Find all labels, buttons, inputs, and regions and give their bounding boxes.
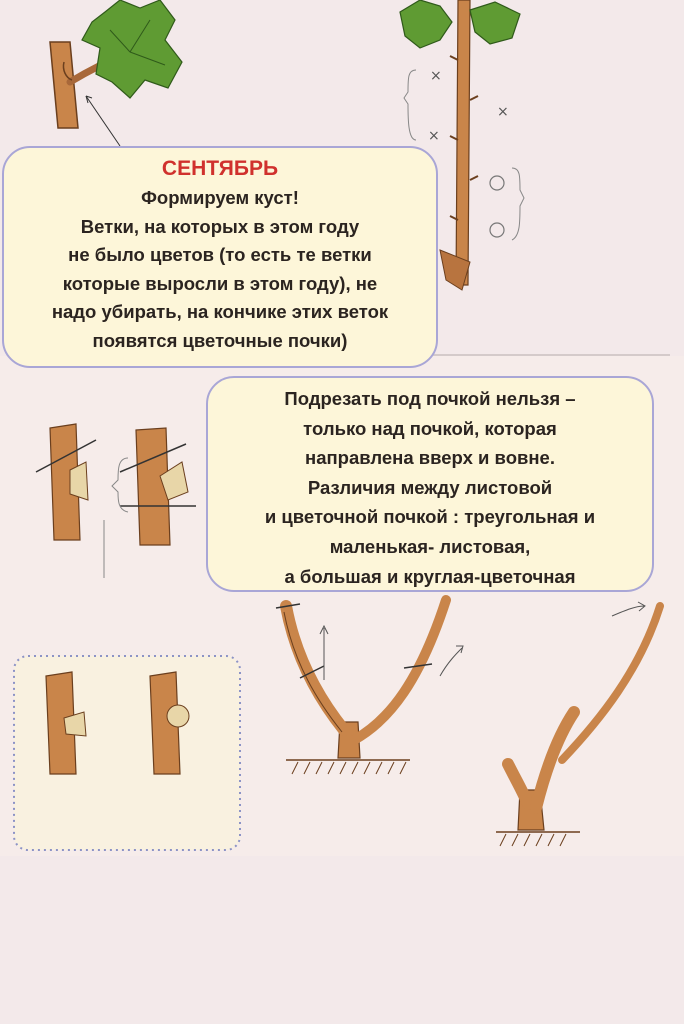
pruning-line: только над почкой, которая xyxy=(303,417,557,439)
september-line: надо убирать, на кончике этих веток xyxy=(51,301,389,322)
pruning-line: Различия между листовой xyxy=(307,476,553,498)
september-line: появятся цветочные почки) xyxy=(92,329,348,351)
pruning-line: а большая и круглая-цветочная xyxy=(284,565,576,587)
svg-text:×: × xyxy=(428,128,440,144)
september-title: СЕНТЯБРЬ xyxy=(161,157,279,180)
dotted-inset-bud-comparison xyxy=(14,656,240,850)
pruning-line: Подрезать под почкой нельзя – xyxy=(284,388,576,409)
september-callout xyxy=(2,146,438,368)
september-line: которые выросли в этом году), не xyxy=(62,272,378,294)
svg-text:×: × xyxy=(497,104,509,120)
september-line: не было цветов (то есть те ветки xyxy=(68,244,372,265)
pruning-line: направлена вверх и вовне. xyxy=(305,447,555,469)
svg-text:×: × xyxy=(430,68,442,84)
pruning-line: и цветочной почкой : треугольная и xyxy=(264,506,596,528)
september-line: Ветки, на которых в этом году xyxy=(80,215,360,237)
pruning-line: маленькая- листовая, xyxy=(329,535,531,557)
pruning-callout xyxy=(206,376,654,592)
september-line: Формируем куст! xyxy=(141,187,299,208)
leafy-stem-top-left xyxy=(50,0,182,146)
